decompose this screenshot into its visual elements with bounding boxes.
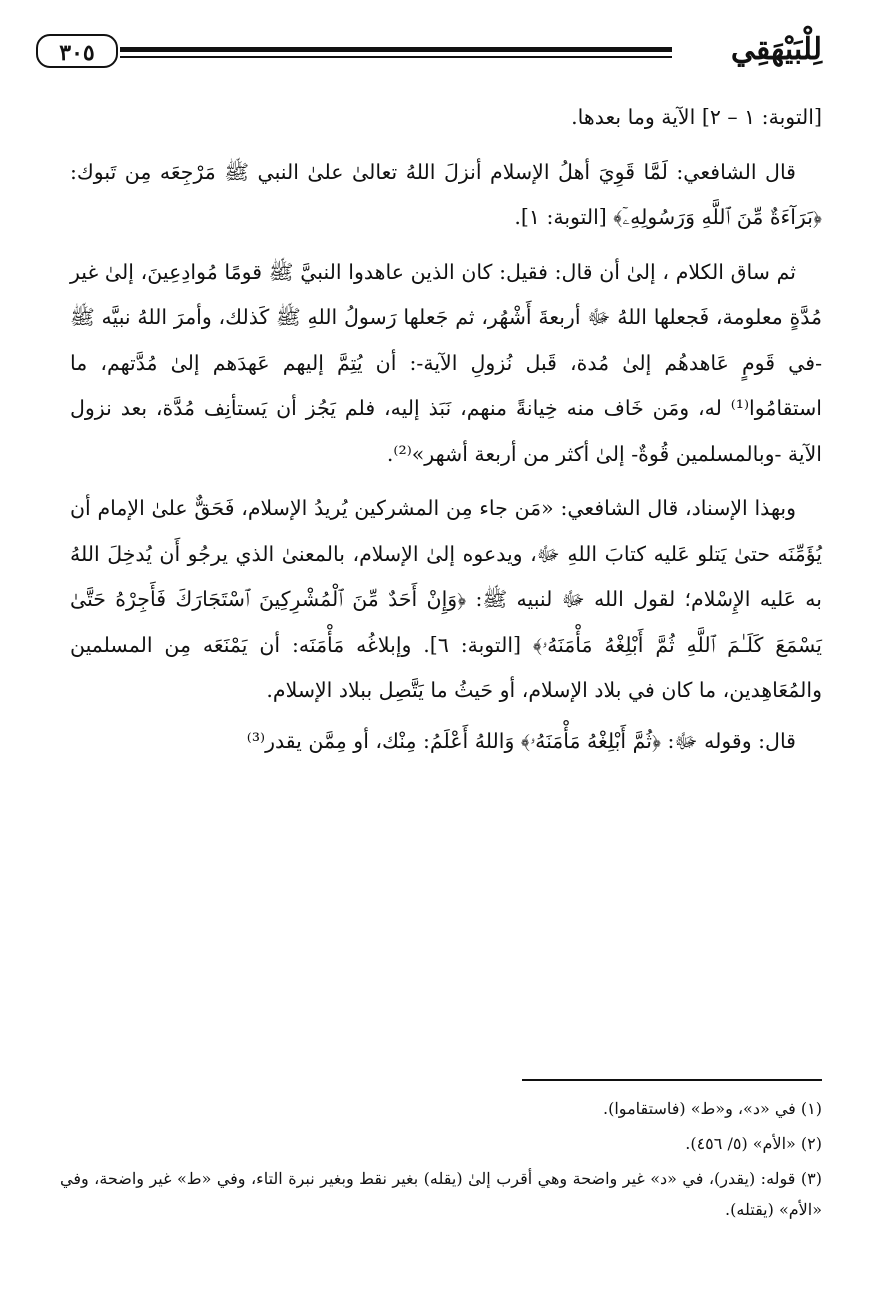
running-title: لِلْبَيْهَقِي bbox=[730, 32, 822, 67]
paragraph: [التوبة: ١ – ٢] الآية وما بعدها. bbox=[571, 105, 822, 129]
footnote: (٢) «الأم» (٥/ ٤٥٦). bbox=[685, 1134, 822, 1153]
footnote: (٣) قوله: (يقدر)، في «د» غير واضحة وهي أقرب إلىٰ (يقله) بغير نقط وبغير نبرة التاء، وفي «ط» غير واضحة، وفي «الأم» (يقتله). bbox=[60, 1169, 822, 1219]
main-text bbox=[70, 95, 822, 773]
header-rule-thin bbox=[120, 56, 672, 58]
paragraph: قال الشافعي: لَمَّا قَوِيَ أهلُ الإسلام أنزلَ اللهُ تعالىٰ علىٰ النبي ﷺ مَرْجِعَه مِن تَبوك: ﴿بَرَآءَةٌ مِّنَ ٱللَّهِ وَرَسُولِهِۦٓ﴾ [التوبة: ١]. bbox=[70, 159, 822, 229]
footnote: (١) في «د»، و«ط» (فاستقاموا). bbox=[603, 1099, 822, 1118]
header-rule-thick bbox=[120, 47, 672, 52]
paragraph: وبهذا الإسناد، قال الشافعي: «مَن جاء مِن المشركين يُريدُ الإسلام، فَحَقٌّ علىٰ الإمام أن يُؤَمِّنَه حتىٰ يَتلو عَليه كتابَ اللهِ ﷻ، ويدعوه إلىٰ الإسلام، بالمعنىٰ الذي يرجُو أَن يُدخِلَ اللهُ به عَليه الإِسْلام؛ لقول الله ﷻ لنبيه ﷺ: ﴿وَإِنْ أَحَدٌ مِّنَ ٱلْمُشْرِكِينَ ٱسْتَجَارَكَ فَأَجِرْهُ حَتَّىٰ يَسْمَعَ كَلَـٰمَ ٱللَّهِ ثُمَّ أَبْلِغْهُ مَأْمَنَهُۥ﴾ [التوبة: ٦]. وإبلاغُه مَأْمَنَه: أن يَمْنَعَه مِن المسلمين والمُعَاهِدين، ما كان في بلاد الإسلام، أو حَيثُ ما يَتَّصِل ببلاد الإسلام. bbox=[70, 496, 822, 702]
paragraph: ثم ساق الكلام ، إلىٰ أن قال: فقيل: كان الذين عاهدوا النبيَّ ﷺ قومًا مُوادِعِينَ، إلىٰ غير مُدَّةٍ معلومة، فَجعلها اللهُ ﷻ أربعةَ أَشْهُر، ثم جَعلها رَسولُ اللهِ ﷺ كَذلك، وأمرَ اللهُ نبيَّه ﷺ -في قَومٍ عَاهدهُم إلىٰ مُدة، قَبل نُزولِ الآية-: أن يُتِمَّ إليهم عَهدَهم إلىٰ مُدَّتهم، ما استقامُوا⁽¹⁾ له، ومَن خَاف منه خِيانةً منهم، نَبَذ إليه، فلم يَجُز أن يَستأنِف مُدَّة، بعد نزول الآية -وبالمسلمين قُوةٌ- إلىٰ أكثر من أربعة أشهر»⁽²⁾. bbox=[70, 259, 822, 466]
page-number-badge: ٣٠٥ bbox=[36, 34, 118, 68]
footnotes bbox=[60, 1093, 822, 1229]
footnote-separator bbox=[522, 1079, 822, 1081]
page-header bbox=[36, 28, 822, 76]
paragraph: قال: وقوله ﷻ: ﴿ثُمَّ أَبْلِغْهُ مَأْمَنَهُۥ﴾ وَاللهُ أَعْلَمُ: مِنْك، أو مِمَّن يقدر⁽³⁾ bbox=[246, 728, 796, 753]
